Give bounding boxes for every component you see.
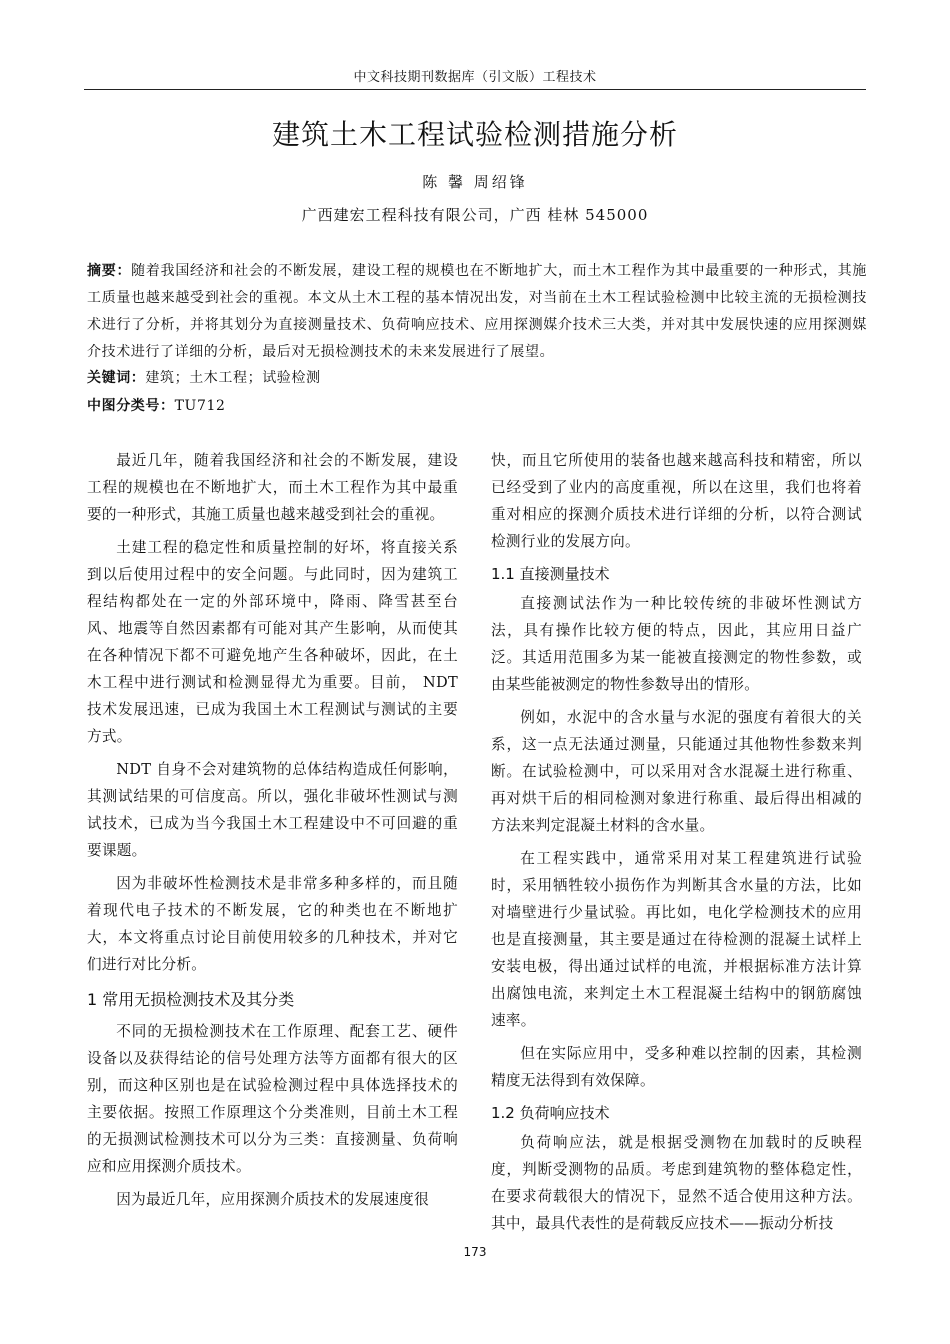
abstract-label: 摘要： [87,263,132,279]
clc-number [87,395,225,415]
keywords-label: 关键词： [87,370,146,386]
page-number: 173 [463,1245,487,1259]
clc-label: 中图分类号： [87,398,175,414]
body-paragraph: 不同的无损检测技术在工作原理、配套工艺、硬件设备以及获得结论的信号处理方法等方面都有很大的区别，而这种区别也是在试验检测过程中具体选择技术的主要依据。按照工作原理这个分类准则，目前土木工程的无损测试检测技术可以分为三类：直接测量、负荷响应和应用探测介质技术。 [87,1023,458,1175]
body-paragraph: 因为非破坏性检测技术是非常多种多样的，而且随着现代电子技术的不断发展，它的种类也在不断地扩大，本文将重点讨论目前使用较多的几种技术，并对它们进行对比分析。 [87,875,458,973]
body-paragraph: 土建工程的稳定性和质量控制的好坏，将直接关系到以后使用过程中的安全问题。与此同时，因为建筑工程结构都处在一定的外部环境中，降雨、降雪甚至台风、地震等自然因素都有可能对其产生影响，从而使其在各种情况下都不可避免地产生各种破坏，因此，在土木工程中进行测试和检测显得尤为重要。目前， NDT 技术发展迅速，已成为我国土木工程测试与测试的主要方式。 [87,539,458,745]
body-paragraph: 例如，水泥中的含水量与水泥的强度有着很大的关系，这一点无法通过测量，只能通过其他物性参数来判断。在试验检测中，可以采用对含水混凝土进行称重、再对烘干后的相同检测对象进行称重、最后得出相减的方法来判定混凝土材料的含水量。 [491,709,862,834]
subsection-heading: 1.2 负荷响应技术 [491,1104,610,1122]
body-paragraph: 但在实际应用中，受多种难以控制的因素，其检测精度无法得到有效保障。 [491,1045,862,1089]
journal-header: 中文科技期刊数据库（引文版）工程技术 [353,70,597,85]
body-paragraph: 最近几年，随着我国经济和社会的不断发展，建设工程的规模也在不断地扩大，而土木工程作为其中最重要的一种形式，其施工质量也越来越受到社会的重视。 [87,452,458,523]
body-paragraph: 快，而且它所使用的装备也越来越高科技和精密，所以已经受到了业内的高度重视，所以在这里，我们也将着重对相应的探测介质技术进行详细的分析，以符合测试检测行业的发展方向。 [491,452,862,550]
authors: 陈 馨 周绍锋 [422,173,528,191]
body-paragraph: 直接测试法作为一种比较传统的非破坏性测试方法，具有操作比较方便的特点，因此，其应用日益广泛。其适用范围多为某一能被直接测定的物性参数，或由某些能被测定的物性参数导出的情形。 [491,595,862,693]
body-paragraph: 负荷响应法，就是根据受测物在加载时的反映程度，判断受测物的品质。考虑到建筑物的整体稳定性，在要求荷载很大的情况下，显然不适合使用这种方法。其中，最具代表性的是荷载反应技术——振动分析技 [491,1134,862,1232]
right-column [491,447,862,1243]
header-rule [84,89,866,90]
section-heading: 1 常用无损检测技术及其分类 [87,990,295,1009]
affiliation: 广西建宏工程科技有限公司，广西 桂林 545000 [301,206,649,224]
left-column [87,447,458,1219]
keywords [87,367,321,387]
body-paragraph: NDT 自身不会对建筑物的总体结构造成任何影响，其测试结果的可信度高。所以，强化非破坏性测试与测试技术，已成为当今我国土木工程建设中不可回避的重要课题。 [87,761,458,859]
abstract-text: 随着我国经济和社会的不断发展，建设工程的规模也在不断地扩大，而土木工程作为其中最重要的一种形式，其施工质量也越来越受到社会的重视。本文从土木工程的基本情况出发，对当前在土木工程试验检测中比较主流的无损检测技术进行了分析，并将其划分为直接测量技术、负荷响应技术、应用探测媒介技术三大类，并对其中发展快速的应用探测媒介技术进行了详细的分析，最后对无损检测技术的未来发展进行了展望。 [87,263,867,360]
subsection-heading: 1.1 直接测量技术 [491,565,610,583]
body-paragraph: 在工程实践中，通常采用对某工程建筑进行试验时，采用牺牲较小损伤作为判断其含水量的方法，比如对墙壁进行少量试验。再比如，电化学检测技术的应用也是直接测量，其主要是通过在待检测的混凝土试样上安装电极，得出通过试样的电流，并根据标准方法计算出腐蚀电流，来判定土木工程混凝土结构中的钢筋腐蚀速率。 [491,850,862,1029]
abstract [87,258,867,366]
article-title: 建筑土木工程试验检测措施分析 [271,118,678,151]
clc-text: TU712 [174,398,226,414]
keywords-text: 建筑；土木工程；试验检测 [145,370,321,386]
body-paragraph: 因为最近几年，应用探测介质技术的发展速度很 [116,1191,429,1208]
